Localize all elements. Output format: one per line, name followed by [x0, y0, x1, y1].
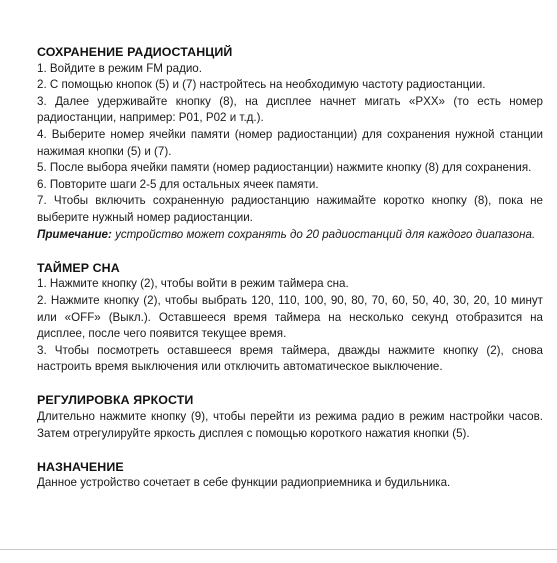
step-item: 3. Далее удерживайте кнопку (8), на дисплее начнет мигать «PXX» (то есть номер радиостанции, например: P01, P02 и т.д.).: [37, 94, 543, 125]
section-saving-stations: [37, 44, 543, 243]
bottom-divider: [0, 549, 557, 550]
step-item: 3. Чтобы посмотреть оставшееся время таймера, дважды нажмите кнопку (2), снова настроить время выключения или отключить автоматическое выключение.: [37, 343, 543, 374]
step-item: 7. Чтобы включить сохраненную радиостанцию нажимайте коротко кнопку (8), пока не выберите нужный номер радиостанции.: [37, 194, 543, 224]
step-item: 1. Нажмите кнопку (2), чтобы войти в режим таймера сна.: [37, 277, 349, 291]
section-brightness: [37, 392, 543, 442]
step-item: 6. Повторите шаги 2-5 для остальных ячеек памяти.: [37, 177, 319, 191]
step-item: 5. После выбора ячейки памяти (номер радиостанции) нажмите кнопку (8) для сохранения.: [37, 161, 532, 175]
step-item: 2. С помощью кнопок (5) и (7) настройтесь на необходимую частоту радиостанции.: [37, 78, 486, 92]
body-paragraph: Данное устройство сочетает в себе функции радиоприемника и будильника.: [37, 476, 451, 490]
section-heading: НАЗНАЧЕНИЕ: [37, 459, 124, 474]
note-paragraph: [37, 227, 543, 244]
note-label: Примечание:: [37, 227, 112, 241]
section-sleep-timer: [37, 260, 543, 376]
note-text: устройство может сохранять до 20 радиостанций для каждого диапазона.: [111, 227, 536, 241]
section-purpose: [37, 459, 543, 492]
section-heading: РЕГУЛИРОВКА ЯРКОСТИ: [37, 393, 194, 408]
section-heading: СОХРАНЕНИЕ РАДИОСТАНЦИЙ: [37, 45, 233, 59]
step-item: 4. Выберите номер ячейки памяти (номер радиостанции) для сохранения нужной станции нажимая кнопки (5) и (7).: [37, 127, 543, 158]
step-item: 1. Войдите в режим FM радио.: [37, 61, 202, 75]
body-paragraph: Длительно нажмите кнопку (9), чтобы перейти из режима радио в режим настройки часов. Затем отрегулируйте яркость дисплея с помощью короткого нажатия кнопки (5).: [37, 410, 543, 440]
document-page: [37, 44, 543, 509]
step-item: 2. Нажмите кнопку (2), чтобы выбрать 120, 110, 100, 90, 80, 70, 60, 50, 40, 30, 20, 10 минут или «OFF» (Выкл.). Оставшееся время таймера на несколько секунд отобразится на дисплее, после чего появится текущее время.: [37, 293, 543, 341]
section-heading: ТАЙМЕР СНА: [37, 260, 120, 275]
